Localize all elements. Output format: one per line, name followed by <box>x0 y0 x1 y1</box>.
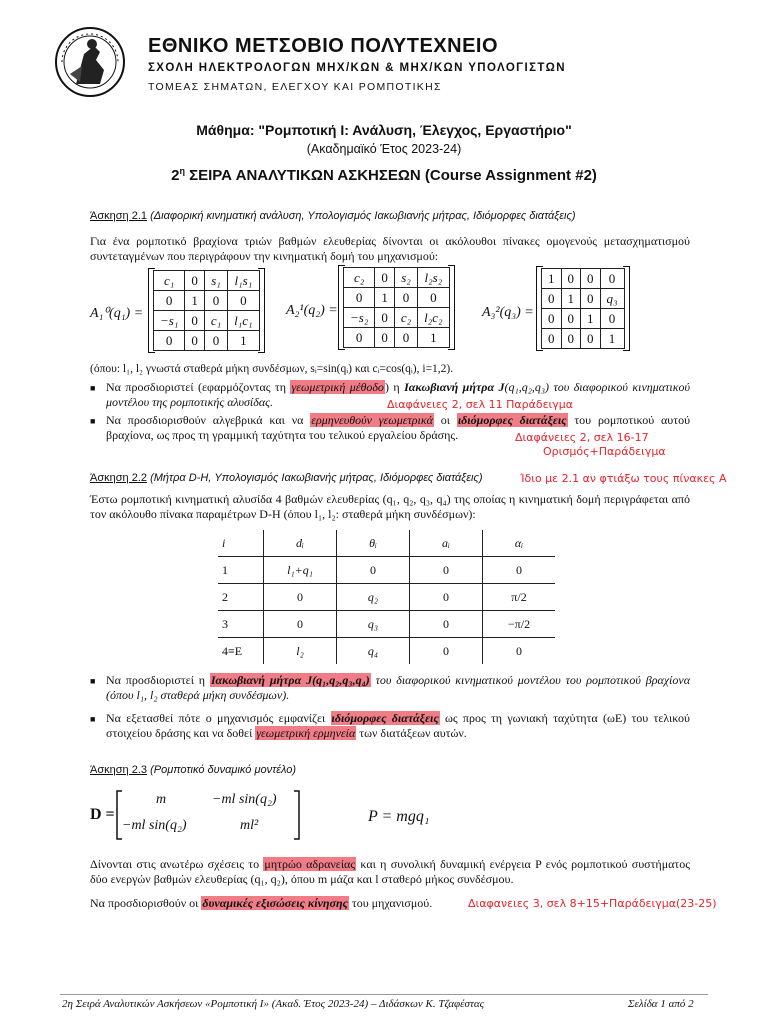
matrix-A2-cell: 0 <box>344 288 375 308</box>
exercise-2-3-task: Να προσδιορισθούν οι δυναμικές εξισώσεις κίνησης του μηχανισμού. <box>90 896 433 910</box>
matrix-A2-row <box>344 328 450 348</box>
exercise-2-1-bullet-2: ■ Να προσδιορισθούν αλγεβρικά και να ερμηνευθούν γεωμετρικά οι ιδιόμορφες διατάξεις του ρομποτικού αυτού βραχίονα, ως προς τη γραμμική ταχύτητα του τελικού εργαλείου δράσης. <box>90 413 691 442</box>
dh-table-row <box>218 638 555 665</box>
exercise-2-1-intro: Για ένα ρομποτικό βραχίονα τριών βαθμών ελευθερίας δίνονται οι ακόλουθοι πίνακες ομογενούς μετασχηματισμού συντεταγμένων που περιγράφουν την κινηματική δομή του μηχανισμού: <box>90 234 690 263</box>
university-logo <box>54 26 126 98</box>
matrix-A3-cell: 1 <box>542 269 562 289</box>
matrix-A1-label: A₁⁰(q₁) = <box>90 306 144 321</box>
matrix-A2-cell: 0 <box>418 288 449 308</box>
dh-table-cell: 0 <box>410 611 483 638</box>
matrix-A3-cell: 0 <box>600 269 624 289</box>
matrix-A3-cell: 0 <box>561 309 581 329</box>
dh-table-cell: 0 <box>483 557 556 584</box>
matrix-A2 <box>338 265 455 350</box>
assignment-title: $2^\eta$ ΣΕΙΡΑ ΑΝΑΛΥΤΙΚΩΝ ΑΣΚΗΣΕΩΝ (Course Assignment #2) <box>171 166 597 184</box>
matrix-A3-row <box>542 289 625 309</box>
dh-table-cell: 0 <box>337 557 410 584</box>
inertia-matrix-cell-22: ml² <box>240 818 259 833</box>
matrix-A3 <box>536 266 630 351</box>
dh-table-cell: 0 <box>264 611 337 638</box>
exercise-2-2-bullet-2: ■ Να εξετασθεί πότε ο μηχανισμός εμφανίζει ιδιόμορφες διατάξεις ως προς τη γωνιακή ταχύτητα (ωE) του τελικού στοιχείου δράσης και να δοθεί γεωμετρική ερμηνεία των διατάξεων αυτών. <box>90 711 690 740</box>
matrix-A1-cell: 1 <box>228 331 259 351</box>
dh-table-cell: l₂ <box>264 638 337 665</box>
dh-table-cell: l₁+q₁ <box>264 557 337 584</box>
dh-table-header: i <box>218 530 264 557</box>
matrix-A2-cell: c₂ <box>394 308 417 328</box>
dh-table-cell: 0 <box>410 638 483 665</box>
matrix-A2-cell: 1 <box>418 328 449 348</box>
matrix-A3-label: A₃²(q₃) = <box>482 305 534 320</box>
matrix-A1-cell: 0 <box>154 291 185 311</box>
matrix-A3-row <box>542 329 625 349</box>
matrix-A2-cell: 0 <box>344 328 375 348</box>
dh-table-row <box>218 584 555 611</box>
exercise-2-3-heading: Άσκηση 2.3 (Ρομποτικό δυναμικό μοντέλο) <box>90 764 297 776</box>
dh-table-header: αᵢ <box>483 530 556 557</box>
footer-left: 2η Σειρά Αναλυτικών Ασκήσεων «Ρομποτική Ι» (Ακαδ. Έτος 2023-24) – Διδάσκων Κ. Τζαφέστας <box>62 998 485 1010</box>
dh-table-row <box>218 557 555 584</box>
dh-table-header: aᵢ <box>410 530 483 557</box>
matrix-A2-cell: 0 <box>375 268 395 288</box>
matrix-A2-cell: 1 <box>375 288 395 308</box>
matrix-A3-cell: 0 <box>581 269 601 289</box>
matrix-A1-row <box>154 291 260 311</box>
exercise-2-1-bullet-1: ■ Να προσδιοριστεί (εφαρμόζοντας τη γεωμετρική μέθοδο) η Ιακωβιανή μήτρα J(q₁,q₂,q₃) του διαφορικού κινηματικού μοντέλου της ρομποτικής αλυσίδας. <box>90 380 690 409</box>
matrix-A1 <box>148 268 265 353</box>
school-name: ΣΧΟΛΗ ΗΛΕΚΤΡΟΛΟΓΩΝ ΜΗΧ/ΚΩΝ & ΜΗΧ/ΚΩΝ ΥΠΟΛΟΓΙΣΤΩΝ <box>148 62 566 74</box>
matrix-A3-cell: 1 <box>600 329 624 349</box>
matrix-A1-cell: 0 <box>204 331 227 351</box>
matrix-A1-cell: −s₁ <box>154 311 185 331</box>
matrix-A2-cell: l₂s₂ <box>418 268 449 288</box>
matrix-A1-row <box>154 311 260 331</box>
dh-table-header: dᵢ <box>264 530 337 557</box>
university-name: ΕΘΝΙΚΟ ΜΕΤΣΟΒΙΟ ΠΟΛΥΤΕΧΝΕΙΟ <box>148 35 499 57</box>
annotation-slides-2-page-11: Διαφάνειες 2, σελ 11 Παράδειγμα <box>387 398 574 411</box>
matrix-A1-cell: 0 <box>204 291 227 311</box>
dh-table-cell: 0 <box>264 584 337 611</box>
matrix-A2-cell: 0 <box>375 308 395 328</box>
matrix-A3-cell: 0 <box>561 269 581 289</box>
dh-table-cell: −π/2 <box>483 611 556 638</box>
matrix-A1-cell: 0 <box>185 331 205 351</box>
dh-table-cell: 0 <box>410 584 483 611</box>
dh-table-cell: q₂ <box>337 584 410 611</box>
matrix-A2-row <box>344 268 450 288</box>
dh-table-header: θᵢ <box>337 530 410 557</box>
matrix-A3-cell: 0 <box>542 329 562 349</box>
matrix-A3-cell: 1 <box>561 289 581 309</box>
annotation-same-as-2-1: Ίδιο με 2.1 αν φτιάξω τους πίνακες Α <box>520 472 727 485</box>
dh-table-cell: 3 <box>218 611 264 638</box>
dh-table-cell: 0 <box>410 557 483 584</box>
matrix-A3-cell: 0 <box>581 289 601 309</box>
dh-table-cell: q₄ <box>337 638 410 665</box>
matrix-A3-cell: 0 <box>542 289 562 309</box>
exercise-2-1-heading: Άσκηση 2.1 (Διαφορική κινηματική ανάλυση, Υπολογισμός Ιακωβιανής μήτρας, Ιδιόμορφες διατάξεις) <box>90 210 576 222</box>
matrix-A3-cell: 1 <box>581 309 601 329</box>
annotation-slides-3: Διαφανειες 3, σελ 8+15+Παράδειγμα(23-25) <box>468 897 717 910</box>
footer-divider <box>60 994 708 995</box>
inertia-matrix-label: D = <box>90 806 115 823</box>
dh-table-row <box>218 611 555 638</box>
matrix-A2-row <box>344 288 450 308</box>
matrix-A1-cell: 0 <box>185 271 205 291</box>
dh-table-cell: π/2 <box>483 584 556 611</box>
dh-table-cell: 4≡E <box>218 638 264 665</box>
matrix-A3-cell: 0 <box>561 329 581 349</box>
matrix-A1-cell: s₁ <box>204 271 227 291</box>
inertia-matrix-cell-12: −ml sin(q₂) <box>212 792 277 807</box>
dh-table-cell: q₃ <box>337 611 410 638</box>
dh-parameter-table <box>218 530 555 664</box>
matrix-A2-cell: 0 <box>375 328 395 348</box>
annotation-slides-2-page-16-17: Διαφάνειες 2, σελ 16-17 <box>515 431 649 444</box>
matrix-A2-cell: −s₂ <box>344 308 375 328</box>
matrix-A1-cell: c₁ <box>204 311 227 331</box>
matrix-A1-cell: 1 <box>185 291 205 311</box>
course-title: Μάθημα: "Ρομποτική Ι: Ανάλυση, Έλεγχος, Εργαστήριο" <box>196 122 572 138</box>
matrix-A3-row <box>542 309 625 329</box>
matrix-A1-cell: 0 <box>228 291 259 311</box>
matrix-A2-cell: s₂ <box>394 268 417 288</box>
matrix-A1-cell: l₁s₁ <box>228 271 259 291</box>
annotation-definition-example: Ορισμός+Παράδειγμα <box>543 445 666 458</box>
department-name: ΤΟΜΕΑΣ ΣΗΜΑΤΩΝ, ΕΛΕΓΧΟΥ ΚΑΙ ΡΟΜΠΟΤΙΚΗΣ <box>148 81 442 93</box>
matrix-A1-row <box>154 331 260 351</box>
matrix-A1-cell: 0 <box>154 331 185 351</box>
matrix-A2-cell: c₂ <box>344 268 375 288</box>
academic-year: (Ακαδημαϊκό Έτος 2023-24) <box>306 142 462 156</box>
exercise-2-2-bullet-1: ■ Να προσδιοριστεί η Ιακωβιανή μήτρα J(q₁,q₂,q₃,q₄) του διαφορικού κινηματικού μοντέλου του ρομποτικού βραχίονα (όπου l₁, l₂ σταθερά μήκη συνδέσμων). <box>90 673 691 702</box>
matrix-A3-cell: 0 <box>581 329 601 349</box>
matrix-A3-row <box>542 269 625 289</box>
exercise-2-1-note: (όπου: l₁, l₂ γνωστά σταθερά μήκη συνδέσμων, sᵢ=sin(qᵢ) και cᵢ=cos(qᵢ), i=1,2). <box>90 363 454 375</box>
inertia-matrix-cell-21: −ml sin(q₂) <box>122 818 187 833</box>
matrix-A2-cell: 0 <box>394 288 417 308</box>
dh-table-header-row <box>218 530 555 557</box>
exercise-2-2-heading: Άσκηση 2.2 (Μήτρα D-H, Υπολογισμός Ιακωβιανής μήτρας, Ιδιόμορφες διατάξεις) <box>90 472 483 484</box>
matrix-A3-cell: 0 <box>542 309 562 329</box>
matrix-A1-cell: c₁ <box>154 271 185 291</box>
dh-table-cell: 0 <box>483 638 556 665</box>
inertia-matrix-cell-11: m <box>156 792 167 807</box>
inertia-matrix <box>116 790 300 840</box>
matrix-A3-cell: q₃ <box>600 289 624 309</box>
dh-table-cell: 1 <box>218 557 264 584</box>
matrix-A3-cell: 0 <box>600 309 624 329</box>
potential-energy-equation: P = mgq₁ <box>368 808 430 825</box>
matrix-A2-cell: 0 <box>394 328 417 348</box>
exercise-2-3-text: Δίνονται στις ανωτέρω σχέσεις το μητρώο αδρανείας και η συνολική δυναμική ενέργεια P ενός ρομποτικού συστήματος δύο ενεργών βαθμών ελευθερίας (q₁, q₂), όπου m μάζα και l σταθερό μήκος συνδέσμου. <box>90 857 690 886</box>
matrix-A2-label: A₂¹(q₂) = <box>286 303 338 318</box>
matrix-A1-row <box>154 271 260 291</box>
matrix-A1-cell: 0 <box>185 311 205 331</box>
dh-table-cell: 2 <box>218 584 264 611</box>
matrix-A2-cell: l₂c₂ <box>418 308 449 328</box>
matrix-A2-row <box>344 308 450 328</box>
matrix-A1-cell: l₁c₁ <box>228 311 259 331</box>
exercise-2-2-intro: Έστω ρομποτική κινηματική αλυσίδα 4 βαθμών ελευθερίας (q₁, q₂, q₃, q₄) της οποίας η κινηματική δομή περιγράφεται από τον ακόλουθο πίνακα παραμέτρων D-H (όπου l₁, l₂: σταθερά μήκη συνδέσμων): <box>90 492 690 521</box>
footer-page-number: Σελίδα 1 από 2 <box>628 998 694 1010</box>
